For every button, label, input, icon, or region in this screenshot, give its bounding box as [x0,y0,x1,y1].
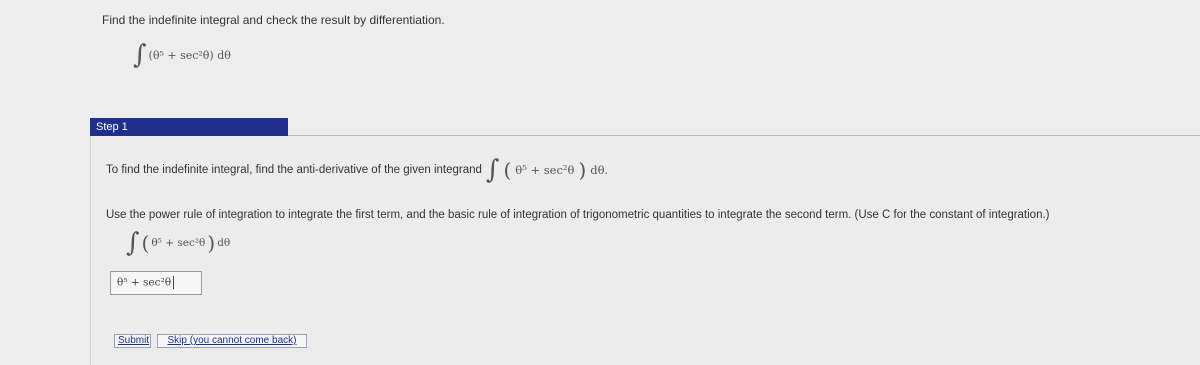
step-intro [106,155,608,185]
work-integrand: θ⁵ + sec²θ [151,237,206,249]
work-differential: dθ [217,237,231,249]
problem-instruction: Find the indefinite integral and check the result by differentiation. [102,13,445,27]
answer-value: θ⁵ + sec²θ [117,276,172,289]
integral-sign: ∫ [133,40,147,70]
submit-button[interactable]: Submit [114,334,151,348]
intro-open-paren: ( [503,158,512,182]
answer-input[interactable] [110,271,202,295]
problem-integrand: (θ⁵ + sec²θ) dθ [148,48,231,62]
work-integral-sign: ∫ [126,228,140,258]
intro-integral-sign: ∫ [485,155,500,185]
problem-integral-expression [133,40,231,70]
text-cursor [173,276,174,289]
step-label: Step 1 [96,121,128,133]
skip-button[interactable]: Skip (you cannot come back) [157,334,307,348]
work-open-paren: ( [141,231,150,255]
work-close-paren: ) [207,231,216,255]
intro-close-paren: ) [578,158,587,182]
step-header [90,118,288,136]
step-rule-text: Use the power rule of integration to integrate the first term, and the basic rule of integration of trigonometric quantities to integrate the second term. (Use C for the constant of integration.) [106,209,1050,221]
intro-differential: dθ. [590,163,609,177]
intro-integrand: θ⁵ + sec²θ [515,163,575,177]
work-integral-expression [126,228,230,258]
step-intro-text: To find the indefinite integral, find the anti-derivative of the given integrand [106,164,482,176]
